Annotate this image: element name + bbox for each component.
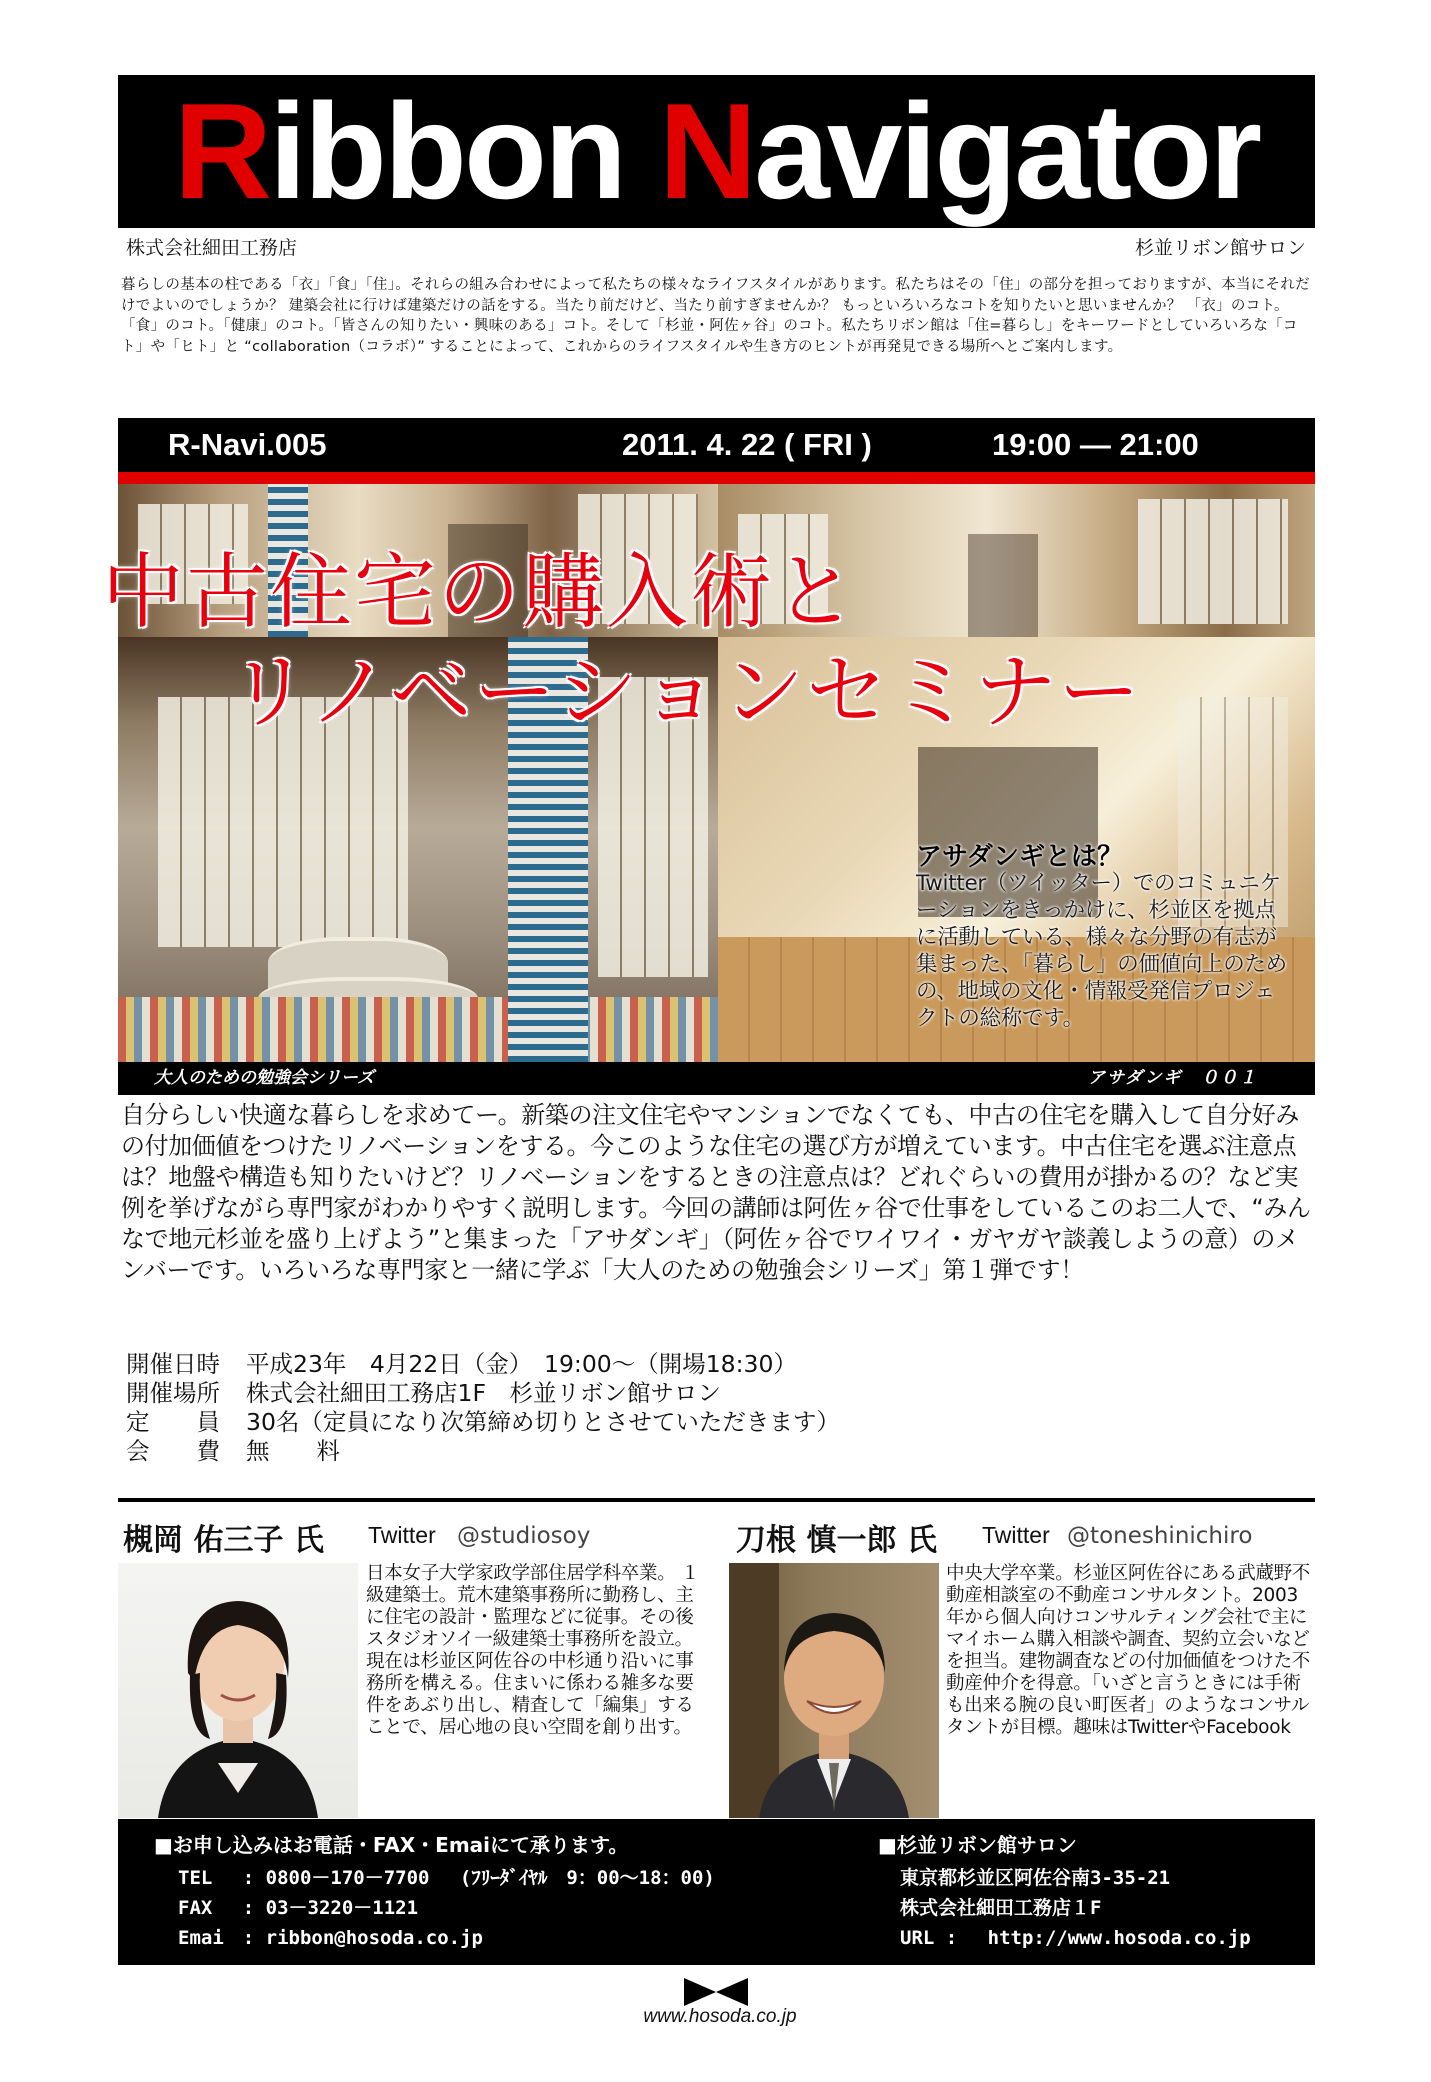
event-date: 2011. 4. 22 ( FRI ) (622, 427, 872, 462)
detail-value: 平成23年 4月22日（金） 19:00～（開場18:30） (246, 1350, 797, 1378)
salon-address: 東京都杉並区阿佐谷南3-35-21 (900, 1867, 1171, 1889)
detail-label: 開催日時 (126, 1350, 220, 1378)
company-name: 株式会社細田工務店 (126, 237, 298, 259)
intro-paragraph: 暮らしの基本の柱である「衣」「食」「住」。それらの組み合わせによって私たちの様々なライフスタイルがあります。私たちはその「住」の部分を担っておりますが、本当にそれだけでよいのでしょうか？ 建築会社に行けば建築だけの話をする。当たり前だけど、当たり前すぎませんか？ もっといろいろなコトを知りたいと思いませんか？ 「衣」のコト。「食」のコト。「健康」のコト。「皆さんの知りたい・興味のある」コト。そして「杉並・阿佐ヶ谷」のコト。私たちリボン館は「住=暮らし」をキーワードとしていろいろな「コト」や「ヒト」と “collaboration（コラボ）” することによって、これからのライフスタイルや生き方のヒントが再発見できる場所へとご案内します。 (121, 277, 1310, 355)
contact-tel[interactable]: TEL : 0800－170－7700 (ﾌﾘｰﾀﾞｲﾔﾙ 9：00～18：00) (178, 1867, 715, 1889)
detail-label: 定 員 (126, 1408, 220, 1436)
detail-value: 30名（定員になり次第締め切りとさせていただきます） (246, 1408, 840, 1436)
speaker-1-name: 槻岡 佑三子 氏 (123, 1523, 324, 1558)
detail-row-venue (126, 1379, 840, 1408)
speaker-2-twitter (982, 1522, 1252, 1549)
detail-label: 会 費 (126, 1437, 220, 1465)
website-link[interactable]: www.hosoda.co.jp (643, 2006, 797, 2027)
apply-heading: ■お申し込みはお電話・FAX・Emaiにて承ります。 (154, 1833, 629, 1857)
contact-fax: FAX : 03－3220－1121 (178, 1897, 419, 1919)
speaker-1-twitter (368, 1522, 590, 1549)
headline-line-2: リノベーションセミナー (228, 645, 1143, 740)
caption-bar (118, 1062, 1315, 1095)
event-details (126, 1350, 840, 1466)
contact-panel (118, 1819, 1315, 1965)
contact-email[interactable]: Emai : ribbon@hosoda.co.jp (178, 1927, 483, 1949)
salon-company: 株式会社細田工務店１F (900, 1897, 1102, 1919)
twitter-label: Twitter (982, 1522, 1050, 1548)
title-letter-n: N (658, 75, 755, 227)
salon-name: 杉並リボン館サロン (1134, 237, 1306, 259)
event-time: 19:00 — 21:00 (992, 427, 1199, 462)
detail-row-fee (126, 1437, 840, 1466)
detail-value: 株式会社細田工務店1F 杉並リボン館サロン (246, 1379, 721, 1407)
speaker-2-photo (729, 1563, 939, 1818)
series-caption: 大人のための勉強会シリーズ (154, 1068, 375, 1088)
speaker-2-handle[interactable]: @toneshinichiro (1067, 1523, 1253, 1549)
detail-row-datetime (126, 1350, 840, 1379)
speaker-1-bio: 日本女子大学家政学部住居学科卒業。 １級建築士。荒木建築事務所に勤務し、主に住宅の設計・監理などに従事。その後スタジオソイ一級建築士事務所を設立。現在は杉並区阿佐谷の中杉通り沿いに事務所を構える。住まいに係わる雑多な要件をあぶり出し、精査して「編集」することで、居心地の良い空間を創り出す。 (366, 1563, 700, 1738)
seminar-headline (102, 543, 1222, 743)
masthead-title (118, 75, 1315, 228)
seminar-description: 自分らしい快適な暮らしを求めてー。新築の注文住宅やマンションでなくても、中古の住宅を購入して自分好みの付加価値をつけたリノベーションをする。今このような住宅の選び方が増えています。中古住宅を選ぶ注意点は？地盤や構造も知りたいけど？リノベーションをするときの注意点は？どれぐらいの費用が掛かるの？など実例を挙げながら専門家がわかりやすく説明します。今回の講師は阿佐ヶ谷で仕事をしているこのお二人で、“みんなで地元杉並を盛り上げよう”と集まった「アサダンギ」（阿佐ヶ谷でワイワイ・ガヤガヤ談義しようの意）のメンバーです。いろいろな専門家と一緒に学ぶ「大人のための勉強会シリーズ」第１弾です！ (121, 1101, 1311, 1284)
speaker-2-portrait (729, 1563, 939, 1818)
ribbon-logo-icon (682, 1976, 750, 2008)
speaker-1-portrait (118, 1563, 358, 1818)
masthead-banner (118, 75, 1315, 228)
asadangi-description: Twitter（ツイッター）でのコミュニケーションをきっかけに、杉並区を拠点に活動している、様々な分野の有志が集まった、「暮らし」の価値向上のための、地域の文化・情報受発信プロジェクトの総称です。 (916, 871, 1287, 1031)
salon-heading: ■杉並リボン館サロン (878, 1833, 1077, 1857)
detail-value: 無 料 (246, 1437, 340, 1465)
twitter-label: Twitter (368, 1522, 436, 1548)
speaker-2-bio: 中央大学卒業。杉並区阿佐谷にある武蔵野不動産相談室の不動産コンサルタント。2003年から個人向けコンサルティング会社で主にマイホーム購入相談や調査、契約立会いなどを担当。建物調査などの付加価値をつけた不動産仲介を得意。「いざと言うときには手術も出来る腕の良い町医者」のようなコンサルタントが目標。趣味はTwitterやFacebook (946, 1563, 1311, 1738)
event-bar (118, 418, 1315, 472)
detail-row-capacity (126, 1408, 840, 1437)
asadangi-heading: アサダンギとは？ (916, 842, 1123, 872)
asadangi-number: アサダンギ ００１ (1088, 1068, 1259, 1088)
title-letter-r: R (173, 75, 270, 227)
detail-label: 開催場所 (126, 1379, 220, 1407)
headline-line-1: 中古住宅の購入術と (102, 545, 859, 640)
title-word-navigator: avigator (754, 75, 1260, 227)
title-word-ribbon: ibbon (269, 75, 659, 227)
salon-url[interactable]: URL : http://www.hosoda.co.jp (900, 1927, 1251, 1949)
speaker-2-name: 刀根 慎一郎 氏 (736, 1523, 937, 1558)
red-divider (118, 472, 1315, 484)
event-id: R-Navi.005 (168, 427, 327, 462)
section-divider (118, 1498, 1315, 1502)
speaker-1-handle[interactable]: @studiosoy (457, 1523, 591, 1549)
speaker-1-photo (118, 1563, 358, 1818)
